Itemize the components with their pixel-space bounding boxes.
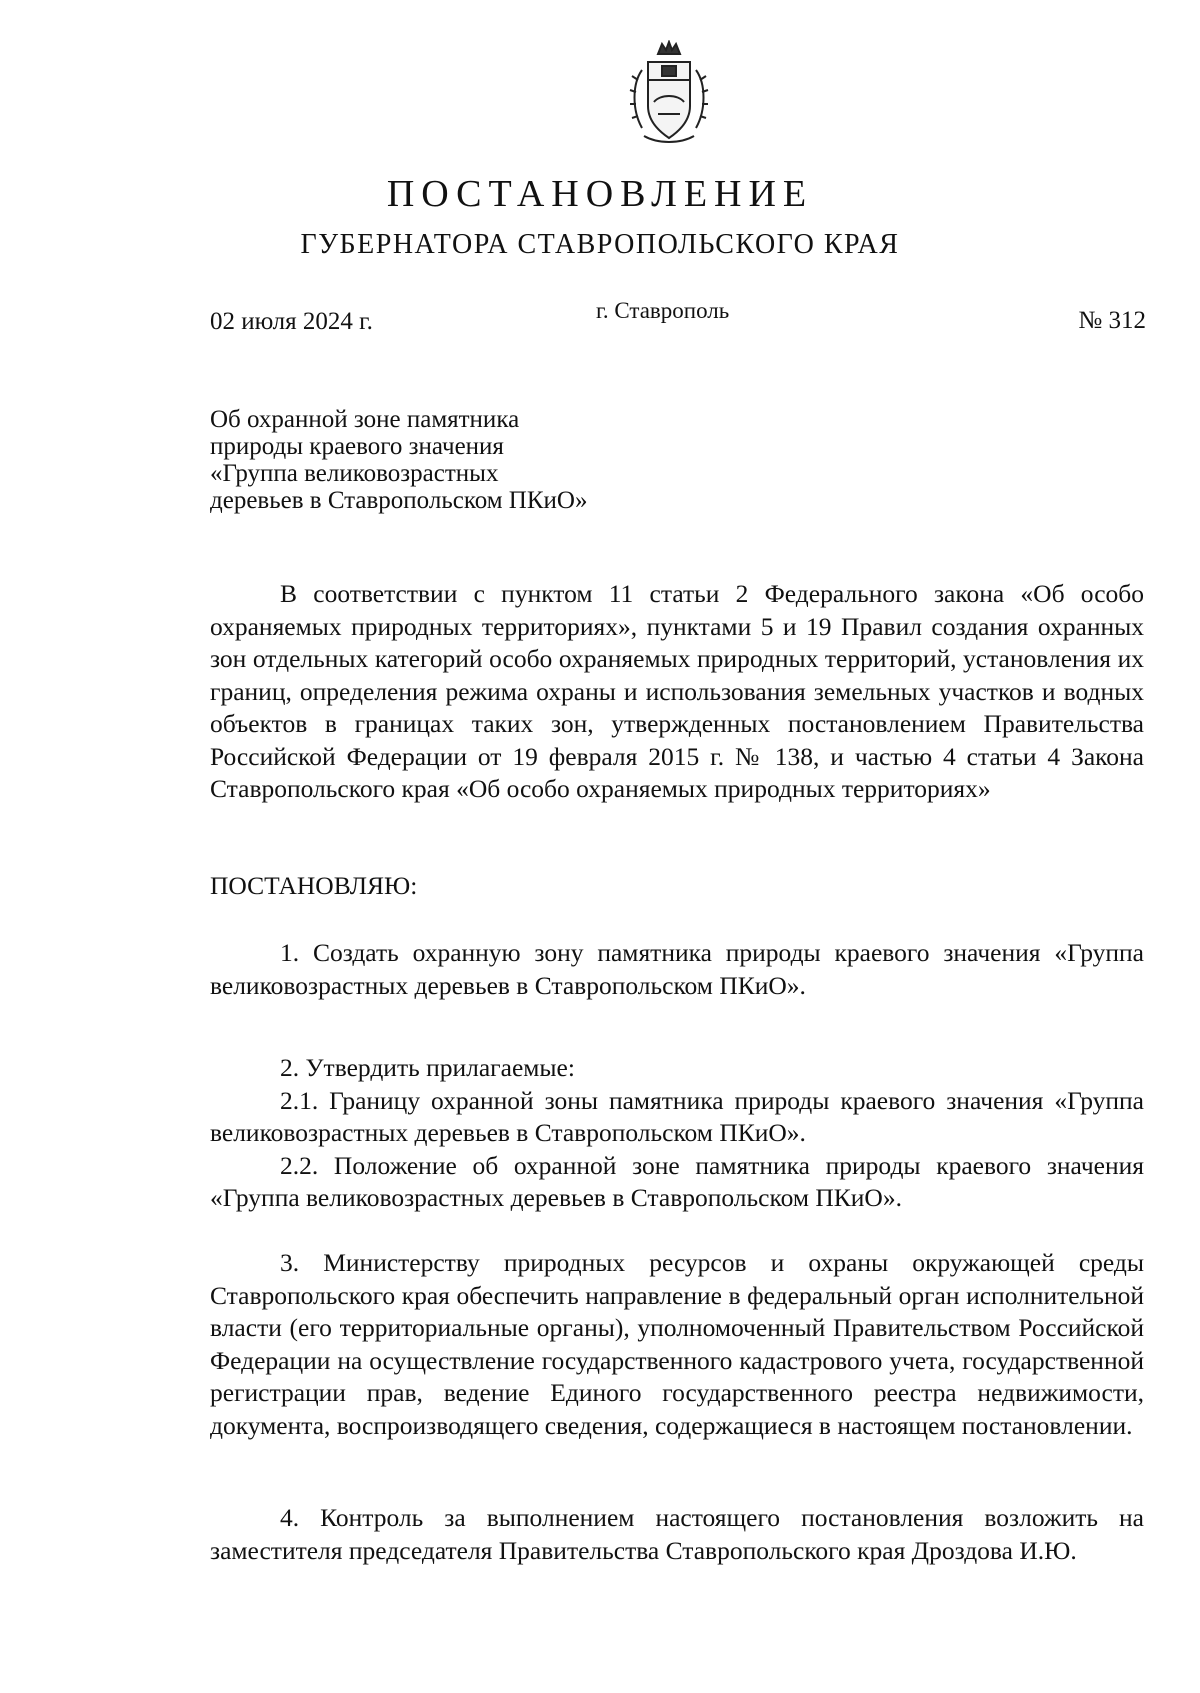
- item-2-2-paragraph: 2.2. Положение об охранной зоне памятника природы краевого значения «Группа великовозрастных деревьев в Ставропольском ПКиО».: [210, 1150, 1144, 1212]
- subject-line: природы краевого значения: [210, 433, 504, 460]
- item-2-paragraph: 2. Утвердить прилагаемые:: [280, 1053, 575, 1082]
- coat-of-arms-icon: [628, 40, 710, 148]
- document-subject: [210, 406, 730, 514]
- item-1-paragraph: 1. Создать охранную зону памятника природы краевого значения «Группа великовозрастных деревьев в Ставропольском ПКиО».: [210, 938, 1144, 1000]
- item-1-block: [210, 937, 1144, 1002]
- resolve-heading: ПОСТАНОВЛЯЮ:: [210, 871, 418, 900]
- subject-line: Об охранной зоне памятника: [210, 406, 520, 433]
- document-title: ПОСТАНОВЛЕНИЕ: [386, 173, 814, 215]
- item-4-paragraph: 4. Контроль за выполнением настоящего постановления возложить на заместителя председателя Правительства Ставропольского края Дроздова И.Ю.: [210, 1503, 1144, 1565]
- document-date: 02 июля 2024 г.: [210, 308, 373, 335]
- item-2-block: [210, 1052, 1144, 1215]
- resolve-block: [210, 870, 1144, 903]
- subject-line: деревьев в Ставропольском ПКиО»: [210, 487, 588, 514]
- subject-line: «Группа великовозрастных: [210, 460, 499, 487]
- preamble-paragraph: В соответствии с пунктом 11 статьи 2 Федерального закона «Об особо охраняемых природных территориях», пунктами 5 и 19 Правил создания охранных зон отдельных категорий особо охраняемых природных территорий, установления их границ, определения режима охраны и использования земельных участков и водных объектов в границах таких зон, утвержденных постановлением Правительства Российской Федерации от 19 февраля 2015 г. № 138, и частью 4 статьи 4 Закона Ставропольского края «Об особо охраняемых природных территориях»: [210, 579, 1144, 803]
- item-4-block: [210, 1502, 1144, 1567]
- document-issuer: ГУБЕРНАТОРА СТАВРОПОЛЬСКОГО КРАЯ: [300, 229, 900, 260]
- document-city: г. Ставрополь: [596, 298, 730, 323]
- item-3-paragraph: 3. Министерству природных ресурсов и охраны окружающей среды Ставропольского края обеспечить направление в федеральный орган исполнительной власти (его территориальные органы), уполномоченный Правительством Российской Федерации на осуществление государственного кадастрового учета, государственной регистрации прав, ведение Единого государственного реестра недвижимости, документа, воспроизводящего сведения, содержащиеся в настоящем постановлении.: [210, 1248, 1144, 1440]
- item-2-1-paragraph: 2.1. Границу охранной зоны памятника природы краевого значения «Группа великовозрастных деревьев в Ставропольском ПКиО».: [210, 1085, 1144, 1147]
- preamble-block: [210, 578, 1144, 806]
- item-3-block: [210, 1247, 1144, 1442]
- document-number: № 312: [1078, 307, 1146, 334]
